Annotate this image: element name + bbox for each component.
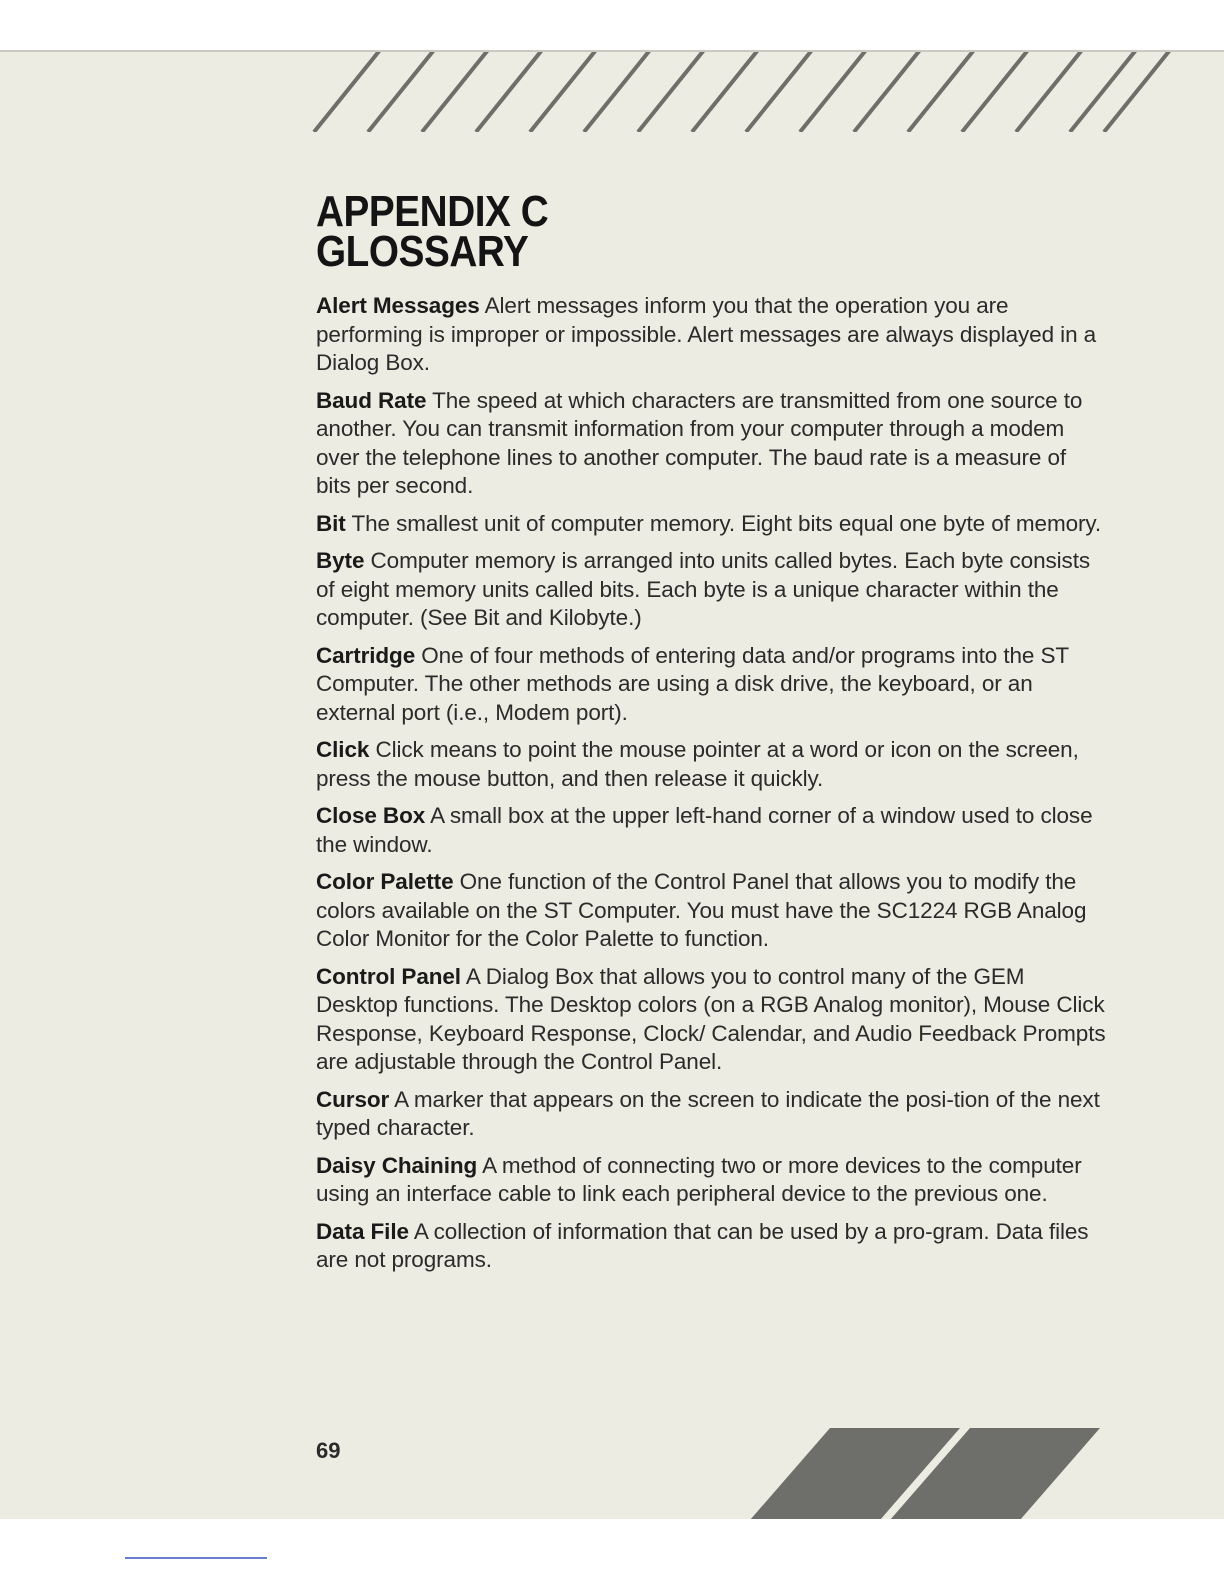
glossary-term: Cursor bbox=[316, 1086, 390, 1112]
glossary-definition: The speed at which characters are transmitted from one source to another. You can transmit information from your computer through a modem over the telephone lines to another computer. The baud rate is a measure of bits per second. bbox=[316, 387, 1083, 498]
glossary-entry-baud-rate bbox=[316, 387, 1106, 501]
glossary-list bbox=[316, 292, 1106, 1275]
glossary-term: Cartridge bbox=[316, 642, 416, 668]
appendix-label: APPENDIX C bbox=[316, 187, 549, 236]
glossary-entry-data-file bbox=[316, 1218, 1106, 1275]
glossary-entry-byte bbox=[316, 547, 1106, 633]
glossary-term: Bit bbox=[316, 510, 346, 536]
glossary-term: Control Panel bbox=[316, 963, 461, 989]
glossary-definition: Click means to point the mouse pointer at a word or icon on the screen, press the mouse button, and then release it quickly. bbox=[316, 737, 1079, 791]
glossary-entry-cartridge bbox=[316, 642, 1106, 728]
glossary-entry-daisy-chaining bbox=[316, 1152, 1106, 1209]
glossary-term: Byte bbox=[316, 548, 365, 573]
page-number: 69 bbox=[316, 1438, 341, 1463]
glossary-term: Alert Messages bbox=[316, 293, 480, 318]
glossary-definition: The smallest unit of computer memory. Eight bits equal one byte of memory. bbox=[351, 510, 1102, 536]
glossary-entry-cursor bbox=[316, 1086, 1106, 1143]
glossary-definition: A method of connecting two or more devices to the computer using an interface cable to link each peripheral device to the previous one. bbox=[316, 1152, 1082, 1206]
page-content bbox=[316, 187, 1106, 1284]
viewer-link-underline bbox=[125, 1557, 267, 1559]
decorative-stripes-top bbox=[300, 50, 1200, 132]
document-page bbox=[0, 50, 1224, 1519]
glossary-term: Data File bbox=[316, 1218, 409, 1244]
glossary-definition: Computer memory is arranged into units called bytes. Each byte consists of eight memory units called bits. Each byte is a unique character within the computer. (See Bit and Kilobyte.) bbox=[316, 548, 1091, 630]
glossary-entry-control-panel bbox=[316, 963, 1106, 1077]
glossary-entry-close-box bbox=[316, 802, 1106, 859]
glossary-term: Click bbox=[316, 737, 370, 762]
glossary-definition: One function of the Control Panel that allows you to modify the colors available on the ST Computer. You must have the SC1224 RGB Analog Color Monitor for the Color Palette to function. bbox=[316, 869, 1087, 951]
glossary-term: Close Box bbox=[316, 803, 426, 828]
glossary-definition: One of four methods of entering data and/or programs into the ST Computer. The other methods are using a disk drive, the keyboard, or an external port (i.e., Modem port). bbox=[316, 642, 1069, 725]
glossary-definition: A small box at the upper left-hand corner of a window used to close the window. bbox=[316, 803, 1093, 857]
glossary-definition: Alert messages inform you that the operation you are performing is improper or impossible. Alert messages are always displayed in a Dialog Box. bbox=[316, 293, 1097, 375]
glossary-entry-alert-messages bbox=[316, 292, 1106, 378]
glossary-definition: A collection of information that can be used by a pro-gram. Data files are not programs. bbox=[316, 1218, 1089, 1272]
glossary-heading: GLOSSARY bbox=[316, 227, 529, 276]
glossary-entry-color-palette bbox=[316, 868, 1106, 954]
glossary-definition: A Dialog Box that allows you to control many of the GEM Desktop functions. The Desktop colors (on a RGB Analog monitor), Mouse Click Response, Keyboard Response, Clock/ Calendar, and Audio Feedback Prompts are adjustable through the Control Panel. bbox=[316, 963, 1106, 1074]
glossary-term: Daisy Chaining bbox=[316, 1152, 478, 1178]
glossary-term: Color Palette bbox=[316, 869, 454, 894]
decorative-stripes-bottom bbox=[750, 1428, 1110, 1519]
glossary-term: Baud Rate bbox=[316, 387, 427, 413]
glossary-entry-bit bbox=[316, 510, 1106, 539]
page-edge-rule bbox=[0, 50, 1224, 52]
glossary-definition: A marker that appears on the screen to indicate the posi-tion of the next typed character. bbox=[316, 1086, 1100, 1140]
glossary-entry-click bbox=[316, 736, 1106, 793]
page-title bbox=[316, 187, 1011, 276]
